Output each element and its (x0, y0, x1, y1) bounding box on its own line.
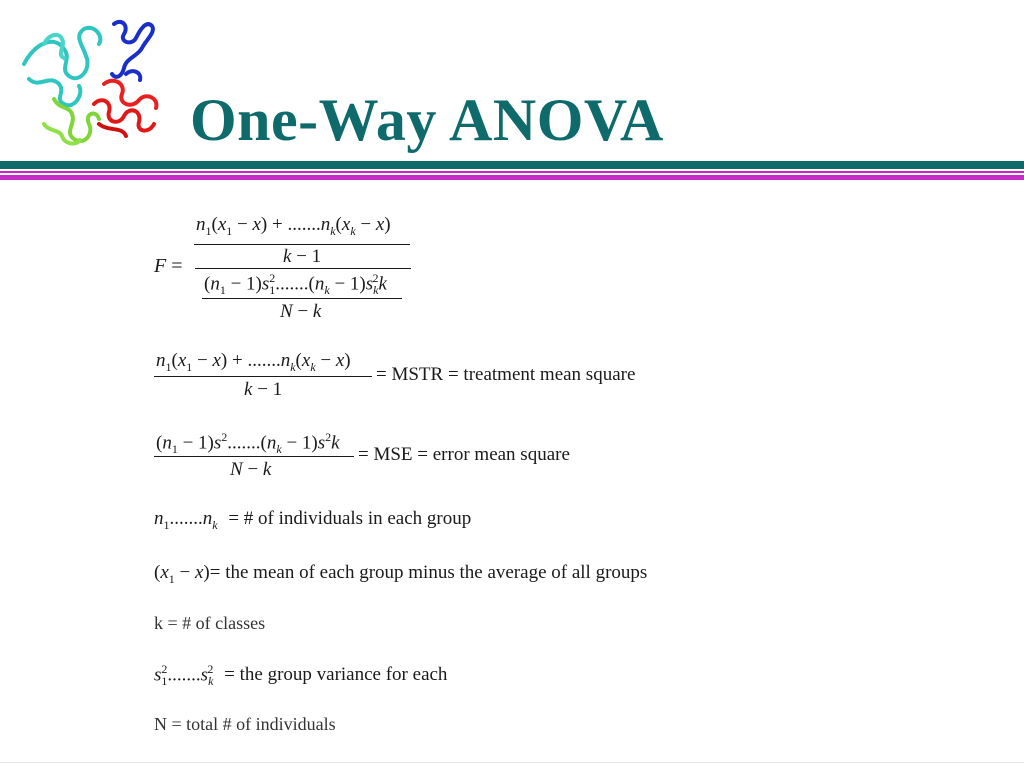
k-definition: k = # of classes (154, 613, 266, 633)
mse-denominator: N − k (230, 459, 272, 480)
slide-title: One-Way ANOVA (190, 87, 664, 153)
title-divider-magenta-thin (0, 171, 1024, 173)
f-denominator-numerator: $(n_1 - 1)s_1^2.......(n_k - 1)s_k^2k$ (204, 271, 387, 298)
f-denominator-denominator: N − k (280, 301, 322, 322)
mse-numerator: $(n_1 - 1)s^2.......(n_k - 1)s^2k$ (156, 430, 340, 457)
n-definition-row: $n_1.......n_k$ = # of individuals in each group (154, 508, 472, 532)
title-divider-teal (0, 161, 1024, 169)
f-statistic-label: F = (154, 255, 183, 277)
f-inner-fraction-line-bottom (202, 298, 402, 299)
protein-ribbon-icon (14, 14, 174, 154)
mstr-definition: = MSTR = treatment mean square (376, 364, 636, 385)
n-definition-text: = # of individuals in each group (228, 508, 472, 529)
x-definition-text: = the mean of each group minus the average of all groups (209, 562, 648, 583)
N-definition: N = total # of individuals (154, 714, 336, 734)
bottom-divider (0, 762, 1024, 763)
x-definition-row: $(x_1 - x)=$ the mean of each group minus the average of all groups (154, 562, 648, 586)
mse-fraction-line (154, 456, 354, 457)
f-numerator-numerator: $n_1(x_1 - x) + .......n_k(x_k - x)$ (196, 214, 391, 238)
f-inner-fraction-line-top (194, 244, 410, 245)
s-definition-text: = the group variance for each (224, 664, 448, 686)
mse-definition: = MSE = error mean square (358, 444, 570, 465)
title-divider-magenta (0, 175, 1024, 180)
mstr-denominator: k − 1 (244, 379, 283, 400)
f-main-fraction-line (195, 268, 411, 269)
f-numerator-denominator: k − 1 (283, 246, 322, 267)
mstr-numerator: $n_1(x_1 - x) + .......n_k(x_k - x)$ (156, 350, 351, 374)
mstr-fraction-line (154, 376, 372, 377)
s-definition-row: $s_1^2.......s_k^2$ = the group variance for each (154, 662, 448, 689)
